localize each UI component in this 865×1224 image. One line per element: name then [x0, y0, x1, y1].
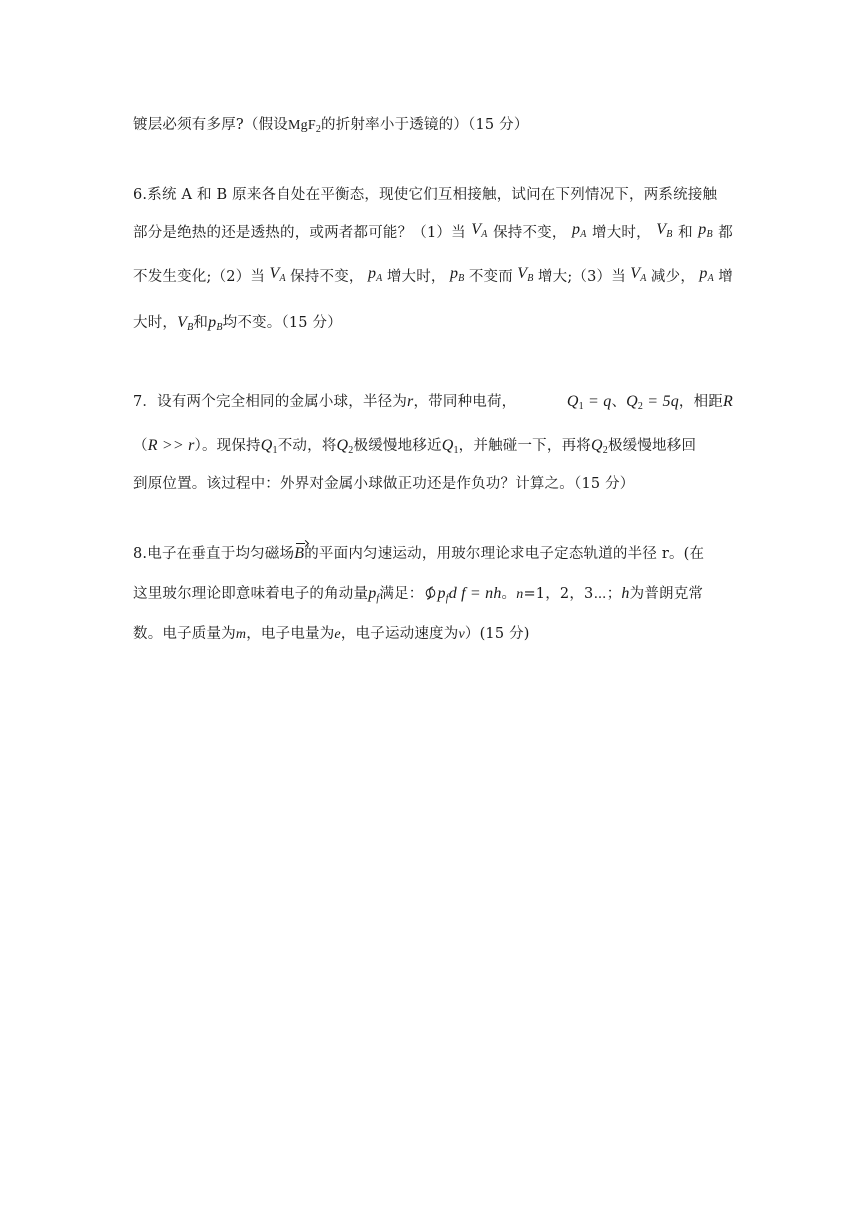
sub-B: B [666, 229, 673, 240]
var-p: p [208, 314, 217, 331]
q7-text-1b: ，带同种电荷， [413, 394, 517, 410]
sub-A: A [707, 273, 714, 284]
q7-text-2f: 极缓慢地移回 [607, 438, 697, 454]
q6-text-4b: 和 [193, 315, 209, 331]
q7-text-2e: ，并触碰一下，再将 [458, 438, 591, 454]
var-Q: Q [590, 437, 603, 454]
q8-line-3 [133, 622, 530, 643]
mgf-formula: MgF [287, 118, 316, 133]
contour-integral-icon [424, 586, 438, 600]
q6-text-3g: 增 [718, 269, 733, 285]
integral-sub-f: f [445, 593, 449, 604]
var-Q: Q [260, 437, 273, 454]
q6-text-3b: 保持不变， [290, 269, 364, 285]
q8-number: 8. [133, 546, 148, 562]
eq-q2: = 5q [643, 393, 679, 410]
q7-line-3 [133, 472, 635, 493]
var-p: p [699, 265, 708, 282]
q6-text-3c: 增大时， [386, 269, 446, 285]
sub-A: A [580, 229, 587, 240]
q5-tail-line [133, 113, 529, 135]
q6-text-1: 系统 A 和 B 原来各自处在平衡态，现使它们互相接触，试问在下列情况下，两系统接触 [147, 187, 718, 203]
var-V: V [517, 265, 528, 282]
q6-text-2c: 增大时， [592, 225, 651, 241]
cond-R-gg-r: R >> r [147, 437, 195, 454]
q8-line-2 [133, 582, 733, 604]
q7-line-2 [133, 434, 733, 456]
q7-text-2d: 极缓慢地移近 [353, 438, 442, 454]
q7-number: 7． [133, 394, 158, 410]
var-h: h [621, 585, 630, 602]
q6-number: 6. [133, 187, 148, 203]
q7-text-2c: 不动，将 [277, 438, 337, 454]
q6-text-2b: 保持不变， [493, 225, 567, 241]
sub-B: B [527, 273, 534, 284]
q6-line-4 [133, 311, 342, 333]
q7-text-1a: 设有两个完全相同的金属小球，半径为 [157, 394, 408, 410]
q7-sep: 、 [611, 394, 627, 410]
integral-rest: d f = nh [448, 585, 502, 602]
q6-text-2d: 和 [678, 225, 693, 241]
q7-text-3: 到原位置。该过程中：外界对金属小球做正功还是作负功？计算之。（15 分） [133, 476, 635, 492]
var-m: m [235, 627, 247, 642]
var-p: p [572, 221, 581, 238]
q6-text-4a: 大时， [133, 315, 178, 331]
q7-text-2b: ）。现保持 [194, 438, 261, 454]
q7-text-1c: ，相距 [678, 394, 724, 410]
eq-q1: = q [583, 393, 612, 410]
q8-text-2b: 满足： [379, 586, 424, 602]
q6-text-3a: 不发生变化;（2）当 [133, 269, 266, 285]
integral-p: p [437, 585, 446, 602]
var-V: V [471, 221, 482, 238]
q6-text-4c: 均不变。（15 分） [222, 315, 342, 331]
var-e: e [334, 627, 341, 642]
sub-B: B [706, 229, 713, 240]
var-V: V [269, 265, 280, 282]
q6-text-3d: 不变而 [468, 269, 513, 285]
var-v: v [458, 627, 465, 642]
q6-text-3e: 增大;（3）当 [537, 269, 626, 285]
q8-text-3d: ）(15 分) [464, 626, 530, 642]
q8-text-2e: 为普朗克常 [629, 586, 704, 602]
sub-A: A [376, 273, 383, 284]
var-V: V [656, 221, 667, 238]
vector-B: B [294, 545, 305, 562]
sub-B: B [458, 273, 465, 284]
sub-A: A [279, 273, 286, 284]
var-V: V [630, 265, 641, 282]
var-p: p [368, 585, 377, 602]
sub-1: 1 [272, 445, 278, 456]
sub-f: f [376, 593, 380, 604]
q8-text-3c: ，电子运动速度为 [340, 626, 459, 642]
sub-1: 1 [453, 445, 459, 456]
q8-line-1 [133, 542, 733, 563]
var-p: p [367, 265, 377, 282]
q7-line-1 [133, 390, 733, 412]
var-V: V [177, 314, 188, 331]
q7-text-2a: （ [133, 438, 148, 454]
sub-2: 2 [348, 445, 354, 456]
sub-A: A [640, 273, 647, 284]
var-p: p [698, 221, 707, 238]
var-R: R [723, 393, 733, 410]
var-p: p [449, 265, 459, 282]
sub-2: 2 [637, 401, 644, 412]
q8-text-2a: 这里玻尔理论即意味着电子的角动量 [133, 586, 369, 602]
q6-line-1 [133, 183, 733, 204]
var-n: n [516, 587, 524, 602]
var-Q: Q [566, 393, 579, 410]
q8-text-2c: 。 [501, 586, 517, 602]
var-Q: Q [336, 437, 349, 454]
var-r: r [407, 393, 414, 410]
var-Q: Q [441, 437, 454, 454]
q8-text-2d: =1，2，3⋯； [523, 586, 622, 602]
sub-1: 1 [578, 401, 584, 412]
q8-text-3b: ，电子电量为 [246, 626, 335, 642]
q6-text-2a: 部分是绝热的还是透热的，或两者都可能？（1）当 [133, 225, 466, 241]
sub-B: B [187, 322, 194, 333]
q6-text-2e: 都 [718, 225, 733, 241]
q8-text-1b: 的平面内匀速运动，用玻尔理论求电子定态轨道的半径 r。(在 [304, 546, 705, 562]
sub-B: B [216, 322, 223, 333]
q8-text-1a: 电子在垂直于均匀磁场 [147, 546, 295, 562]
q5-text-end: 的折射率小于透镜的）（15 分） [321, 117, 529, 133]
q8-text-3a: 数。电子质量为 [133, 626, 236, 642]
var-Q: Q [626, 393, 638, 410]
q6-line-3 [133, 265, 733, 286]
q6-text-3f: 减少， [650, 269, 696, 285]
q5-text: 镀层必须有多厚?（假设 [133, 117, 288, 133]
mgf-subscript: 2 [315, 124, 322, 135]
sub-2: 2 [602, 445, 608, 456]
sub-A: A [481, 229, 488, 240]
q6-line-2 [133, 221, 733, 242]
